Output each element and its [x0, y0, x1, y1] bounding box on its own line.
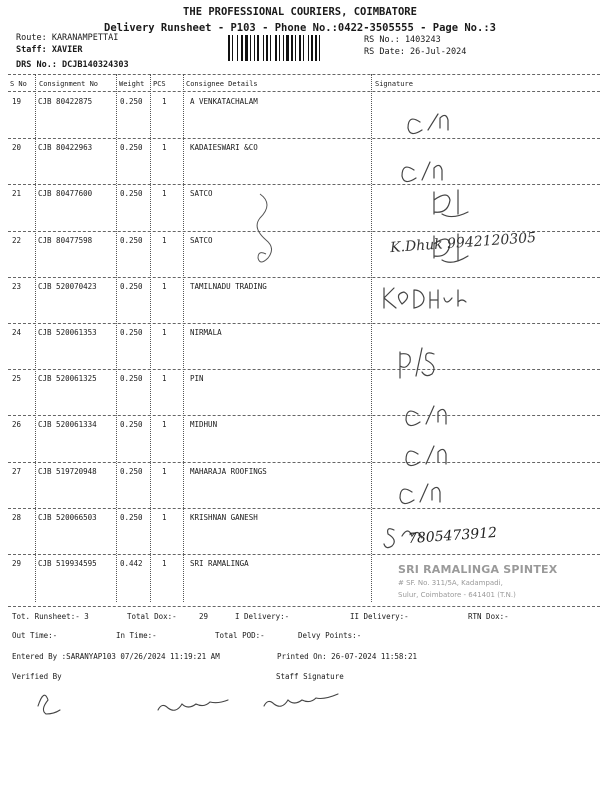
col-header-pcs: PCS	[153, 80, 166, 88]
row-consignment-no: CJB 80477600	[38, 189, 93, 199]
in-time: In Time:-	[116, 631, 157, 640]
row-consignment-no: CJB 80422963	[38, 143, 93, 153]
row-consignment-no: CJB 520061325	[38, 374, 97, 384]
stamp-address-line2: Sulur, Coimbatore - 641401 (T.N.)	[398, 591, 516, 599]
row-weight: 0.250	[120, 374, 143, 384]
row-sno: 23	[12, 281, 22, 291]
staff-signature-label: Staff Signature	[276, 672, 344, 681]
row-sno: 19	[12, 97, 22, 106]
out-time: Out Time:-	[12, 631, 58, 640]
total-pod: Total POD:-	[215, 631, 265, 640]
row-weight: 0.250	[120, 189, 143, 199]
row-sno: 28	[12, 512, 22, 522]
row-consignee: SRI RAMALINGA	[190, 559, 249, 568]
row-pcs: 1	[162, 97, 167, 106]
total-dox-value: 29	[199, 612, 209, 621]
row-pcs: 1	[162, 281, 167, 291]
ii-delivery: II Delivery:-	[350, 612, 409, 621]
table-top-rule	[8, 74, 600, 75]
row-pcs: 1	[162, 189, 167, 199]
row-pcs: 1	[162, 466, 167, 476]
col-header-signature: Signature	[375, 80, 413, 88]
route-label: Route: KARANAMPETTAI	[16, 33, 119, 43]
row-sno: 22	[12, 235, 22, 245]
row-consignment-no: CJB 80422875	[38, 97, 93, 106]
total-dox-label: Total Dox:-	[127, 612, 177, 621]
col-header-consignee: Consignee Details	[186, 80, 258, 88]
row-consignment-no: CJB 520061353	[38, 328, 97, 337]
scribble-mark	[246, 188, 286, 278]
row-pcs: 1	[162, 235, 167, 245]
row-pcs: 1	[162, 420, 167, 430]
entered-by: Entered By :SARANYAP103 07/26/2024 11:19:21 AM	[12, 652, 220, 661]
row-sno: 29	[12, 559, 22, 568]
row-consignee: A VENKATACHALAM	[190, 97, 258, 106]
phone-handwritten: K.Dhuk 9942120305	[389, 229, 537, 257]
row-weight: 0.250	[120, 466, 143, 476]
col-divider	[35, 74, 36, 602]
rs-date: RS Date: 26-Jul-2024	[364, 47, 467, 57]
verified-by: Verified By	[12, 672, 62, 681]
printed-on: Printed On: 26-07-2024 11:58:21	[277, 652, 417, 661]
row-weight: 0.250	[120, 97, 143, 106]
col-divider	[150, 74, 151, 602]
col-divider	[116, 74, 117, 602]
row-weight: 0.250	[120, 281, 143, 291]
row-consignee: MAHARAJA ROOFINGS	[190, 466, 267, 476]
col-divider	[183, 74, 184, 602]
row-consignee: PIN	[190, 374, 204, 384]
row-sno: 24	[12, 328, 22, 337]
row-weight: 0.250	[120, 512, 143, 522]
row-pcs: 1	[162, 328, 167, 337]
row-consignment-no: CJB 520070423	[38, 281, 97, 291]
stamp-address-line1: # SF. No. 311/5A, Kadampadi,	[398, 579, 503, 587]
barcode-image	[228, 35, 358, 61]
staff-label: Staff: XAVIER	[16, 45, 83, 55]
col-header-sno: S No	[10, 80, 27, 88]
row-weight: 0.250	[120, 328, 143, 337]
row-consignment-no: CJB 519720948	[38, 466, 97, 476]
col-header-consignment: Consignment No	[39, 80, 99, 88]
company-title: THE PROFESSIONAL COURIERS, COIMBATORE	[183, 6, 417, 18]
company-stamp	[398, 563, 557, 600]
row-sno: 27	[12, 466, 22, 476]
row-consignment-no: CJB 519934595	[38, 559, 97, 568]
row-consignee: NIRMALA	[190, 328, 222, 337]
row-pcs: 1	[162, 559, 167, 568]
tot-runsheet: Tot. Runsheet:- 3	[12, 612, 89, 621]
row-sno: 25	[12, 374, 22, 384]
row-pcs: 1	[162, 512, 167, 522]
drs-number: DRS No.: DCJB140324303	[16, 60, 129, 70]
delvy-points: Delvy Points:-	[298, 631, 362, 640]
row-pcs: 1	[162, 374, 167, 384]
row-consignee: SATCO	[190, 189, 213, 199]
row-consignee: MIDHUN	[190, 420, 218, 430]
row-weight: 0.442	[120, 559, 143, 568]
footer-rule	[8, 606, 600, 607]
row-consignee: KADAIESWARI &CO	[190, 143, 258, 153]
stamp-name: SRI RAMALINGA SPINTEX	[398, 563, 558, 576]
row-sno: 20	[12, 143, 22, 153]
row-sno: 26	[12, 420, 22, 430]
row-consignee: KRISHNAN GANESH	[190, 512, 258, 522]
row-consignment-no: CJB 520061334	[38, 420, 97, 430]
footer-signatures	[28, 684, 408, 724]
row-weight: 0.250	[120, 143, 143, 153]
row-consignee: TAMILNADU TRADING	[190, 281, 267, 291]
i-delivery: I Delivery:-	[235, 612, 290, 621]
phone-handwritten-28: 7805473912	[407, 524, 498, 548]
rtn-dox: RTN Dox:-	[468, 612, 509, 621]
row-weight: 0.250	[120, 235, 143, 245]
runsheet-subtitle: Delivery Runsheet - P103 - Phone No.:0422-3505555 - Page No.:3	[104, 22, 496, 34]
row-pcs: 1	[162, 143, 167, 153]
row-consignment-no: CJB 520066503	[38, 512, 97, 522]
row-consignment-no: CJB 80477598	[38, 235, 93, 245]
col-header-weight: Weight	[119, 80, 145, 88]
row-sno: 21	[12, 189, 22, 199]
row-weight: 0.250	[120, 420, 143, 430]
rs-number: RS No.: 1403243	[364, 35, 441, 45]
row-consignee: SATCO	[190, 235, 213, 245]
